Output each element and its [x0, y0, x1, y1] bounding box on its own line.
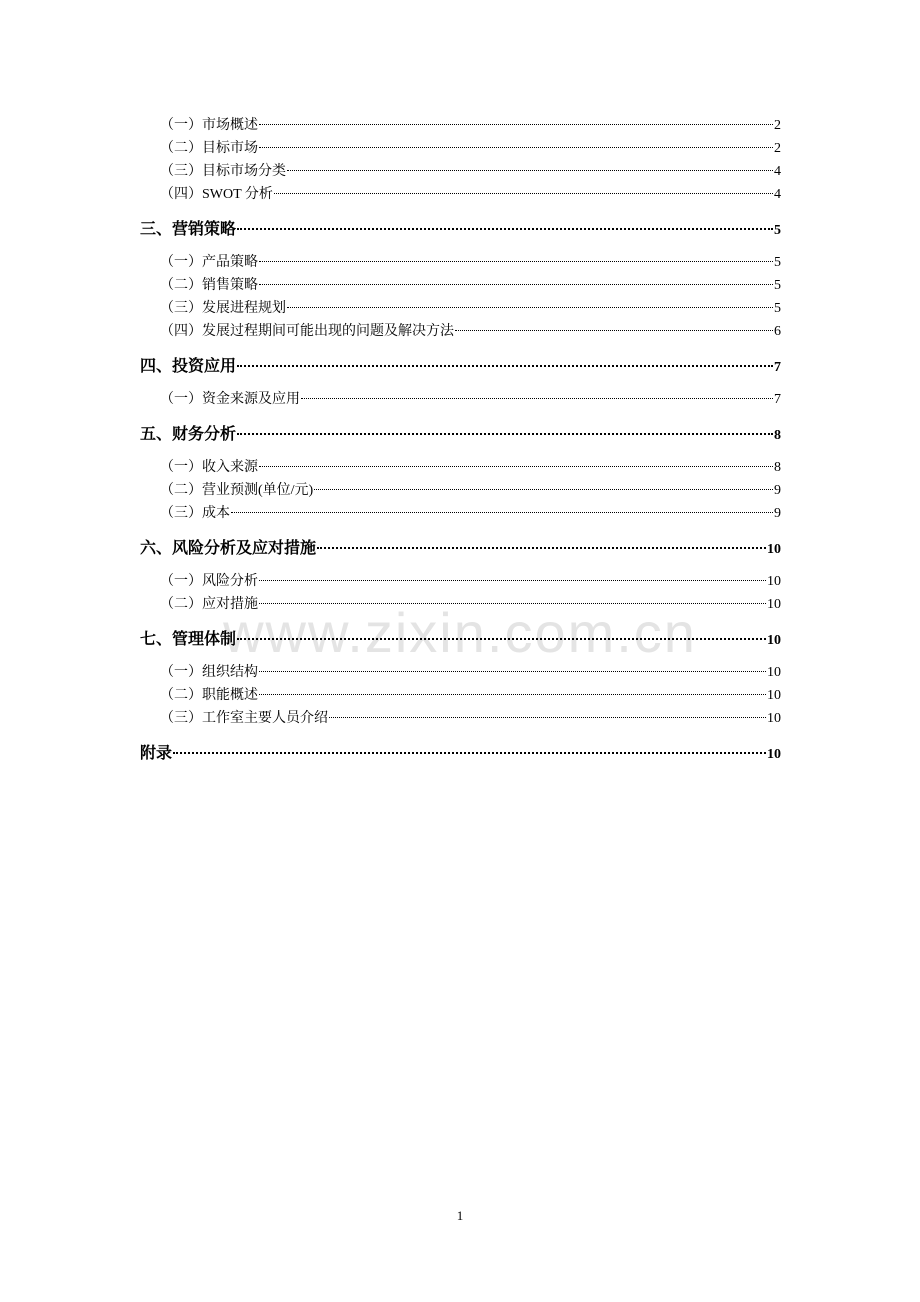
- toc-entry-label: 六、风险分析及应对措施: [140, 538, 317, 557]
- toc-dot-leader: [231, 512, 773, 513]
- toc-dot-leader: [237, 433, 773, 435]
- toc-entry-label: 三、营销策略: [140, 219, 237, 238]
- toc-dot-leader: [259, 261, 773, 262]
- toc-entry-page-number: 10: [767, 574, 781, 589]
- toc-entry-page-number: 2: [774, 141, 781, 156]
- toc-entry-label: （一）市场概述: [160, 118, 258, 133]
- toc-dot-leader: [259, 147, 773, 148]
- toc-entry-page-number: 2: [774, 118, 781, 133]
- toc-entry-page-number: 10: [767, 633, 781, 648]
- toc-dot-leader: [259, 671, 766, 672]
- toc-dot-leader: [237, 638, 766, 640]
- toc-section-entry[interactable]: [140, 114, 781, 137]
- toc-entry-label: 附录: [140, 743, 173, 762]
- toc-section-entry[interactable]: [140, 661, 781, 684]
- toc-entry-label: （四）发展过程期间可能出现的问题及解决方法: [160, 324, 454, 339]
- toc-section-entry[interactable]: [140, 593, 781, 616]
- toc-entry-label: （一）收入来源: [160, 460, 258, 475]
- toc-section-entry[interactable]: [140, 570, 781, 593]
- toc-chapter-entry[interactable]: [140, 741, 781, 764]
- toc-dot-leader: [455, 330, 773, 331]
- toc-entry-page-number: 5: [774, 223, 781, 238]
- toc-entry-page-number: 10: [767, 542, 781, 557]
- toc-chapter-entry[interactable]: [140, 422, 781, 445]
- toc-dot-leader: [329, 717, 766, 718]
- toc-chapter-entry[interactable]: [140, 536, 781, 559]
- toc-dot-leader: [259, 284, 773, 285]
- table-of-contents: [140, 114, 781, 775]
- toc-dot-leader: [259, 694, 766, 695]
- toc-entry-page-number: 10: [767, 711, 781, 726]
- toc-section-entry[interactable]: [140, 160, 781, 183]
- toc-section-entry[interactable]: [140, 456, 781, 479]
- toc-entry-label: （二）营业预测(单位/元): [160, 483, 314, 498]
- toc-section-entry[interactable]: [140, 320, 781, 343]
- toc-entry-label: （二）目标市场: [160, 141, 258, 156]
- toc-dot-leader: [237, 228, 773, 230]
- toc-entry-label: （二）销售策略: [160, 278, 258, 293]
- toc-entry-page-number: 8: [774, 428, 781, 443]
- toc-dot-leader: [237, 365, 773, 367]
- toc-entry-page-number: 5: [774, 301, 781, 316]
- toc-dot-leader: [287, 170, 773, 171]
- toc-entry-page-number: 4: [774, 187, 781, 202]
- toc-dot-leader: [259, 124, 773, 125]
- toc-section-entry[interactable]: [140, 388, 781, 411]
- toc-entry-label: （一）组织结构: [160, 665, 258, 680]
- toc-entry-page-number: 9: [774, 506, 781, 521]
- toc-section-entry[interactable]: [140, 684, 781, 707]
- toc-dot-leader: [259, 580, 766, 581]
- toc-dot-leader: [259, 603, 766, 604]
- toc-entry-label: 五、财务分析: [140, 424, 237, 443]
- toc-dot-leader: [173, 752, 766, 754]
- toc-entry-label: 七、管理体制: [140, 629, 237, 648]
- toc-entry-label: （三）成本: [160, 506, 230, 521]
- toc-section-entry[interactable]: [140, 502, 781, 525]
- toc-entry-page-number: 10: [767, 747, 781, 762]
- toc-entry-page-number: 9: [774, 483, 781, 498]
- toc-chapter-entry[interactable]: [140, 627, 781, 650]
- toc-dot-leader: [314, 489, 773, 490]
- toc-entry-label: （三）目标市场分类: [160, 164, 286, 179]
- toc-entry-page-number: 8: [774, 460, 781, 475]
- page-number: 1: [456, 1208, 464, 1223]
- toc-chapter-entry[interactable]: [140, 354, 781, 377]
- toc-section-entry[interactable]: [140, 137, 781, 160]
- toc-entry-label: （二）职能概述: [160, 688, 258, 703]
- toc-entry-page-number: 5: [774, 255, 781, 270]
- toc-entry-label: （三）发展进程规划: [160, 301, 286, 316]
- toc-entry-label: （二）应对措施: [160, 597, 258, 612]
- toc-entry-page-number: 10: [767, 665, 781, 680]
- toc-entry-page-number: 7: [774, 392, 781, 407]
- toc-dot-leader: [301, 398, 773, 399]
- toc-section-entry[interactable]: [140, 707, 781, 730]
- toc-entry-label: （一）资金来源及应用: [160, 392, 300, 407]
- toc-section-entry[interactable]: [140, 297, 781, 320]
- toc-section-entry[interactable]: [140, 183, 781, 206]
- toc-entry-page-number: 10: [767, 688, 781, 703]
- toc-entry-page-number: 6: [774, 324, 781, 339]
- toc-entry-label: （三）工作室主要人员介绍: [160, 711, 328, 726]
- toc-entry-label: （一）产品策略: [160, 255, 258, 270]
- toc-dot-leader: [274, 193, 773, 194]
- toc-section-entry[interactable]: [140, 274, 781, 297]
- toc-entry-label: 四、投资应用: [140, 356, 237, 375]
- toc-entry-page-number: 10: [767, 597, 781, 612]
- toc-dot-leader: [287, 307, 773, 308]
- toc-entry-label: （一）风险分析: [160, 574, 258, 589]
- toc-dot-leader: [259, 466, 773, 467]
- toc-section-entry[interactable]: [140, 251, 781, 274]
- toc-chapter-entry[interactable]: [140, 217, 781, 240]
- toc-entry-label: （四）SWOT 分析: [160, 187, 273, 202]
- toc-dot-leader: [317, 547, 766, 549]
- toc-section-entry[interactable]: [140, 479, 781, 502]
- watermark: www.zixin.com.cn: [223, 601, 697, 664]
- toc-entry-page-number: 7: [774, 360, 781, 375]
- toc-entry-page-number: 4: [774, 164, 781, 179]
- toc-entry-page-number: 5: [774, 278, 781, 293]
